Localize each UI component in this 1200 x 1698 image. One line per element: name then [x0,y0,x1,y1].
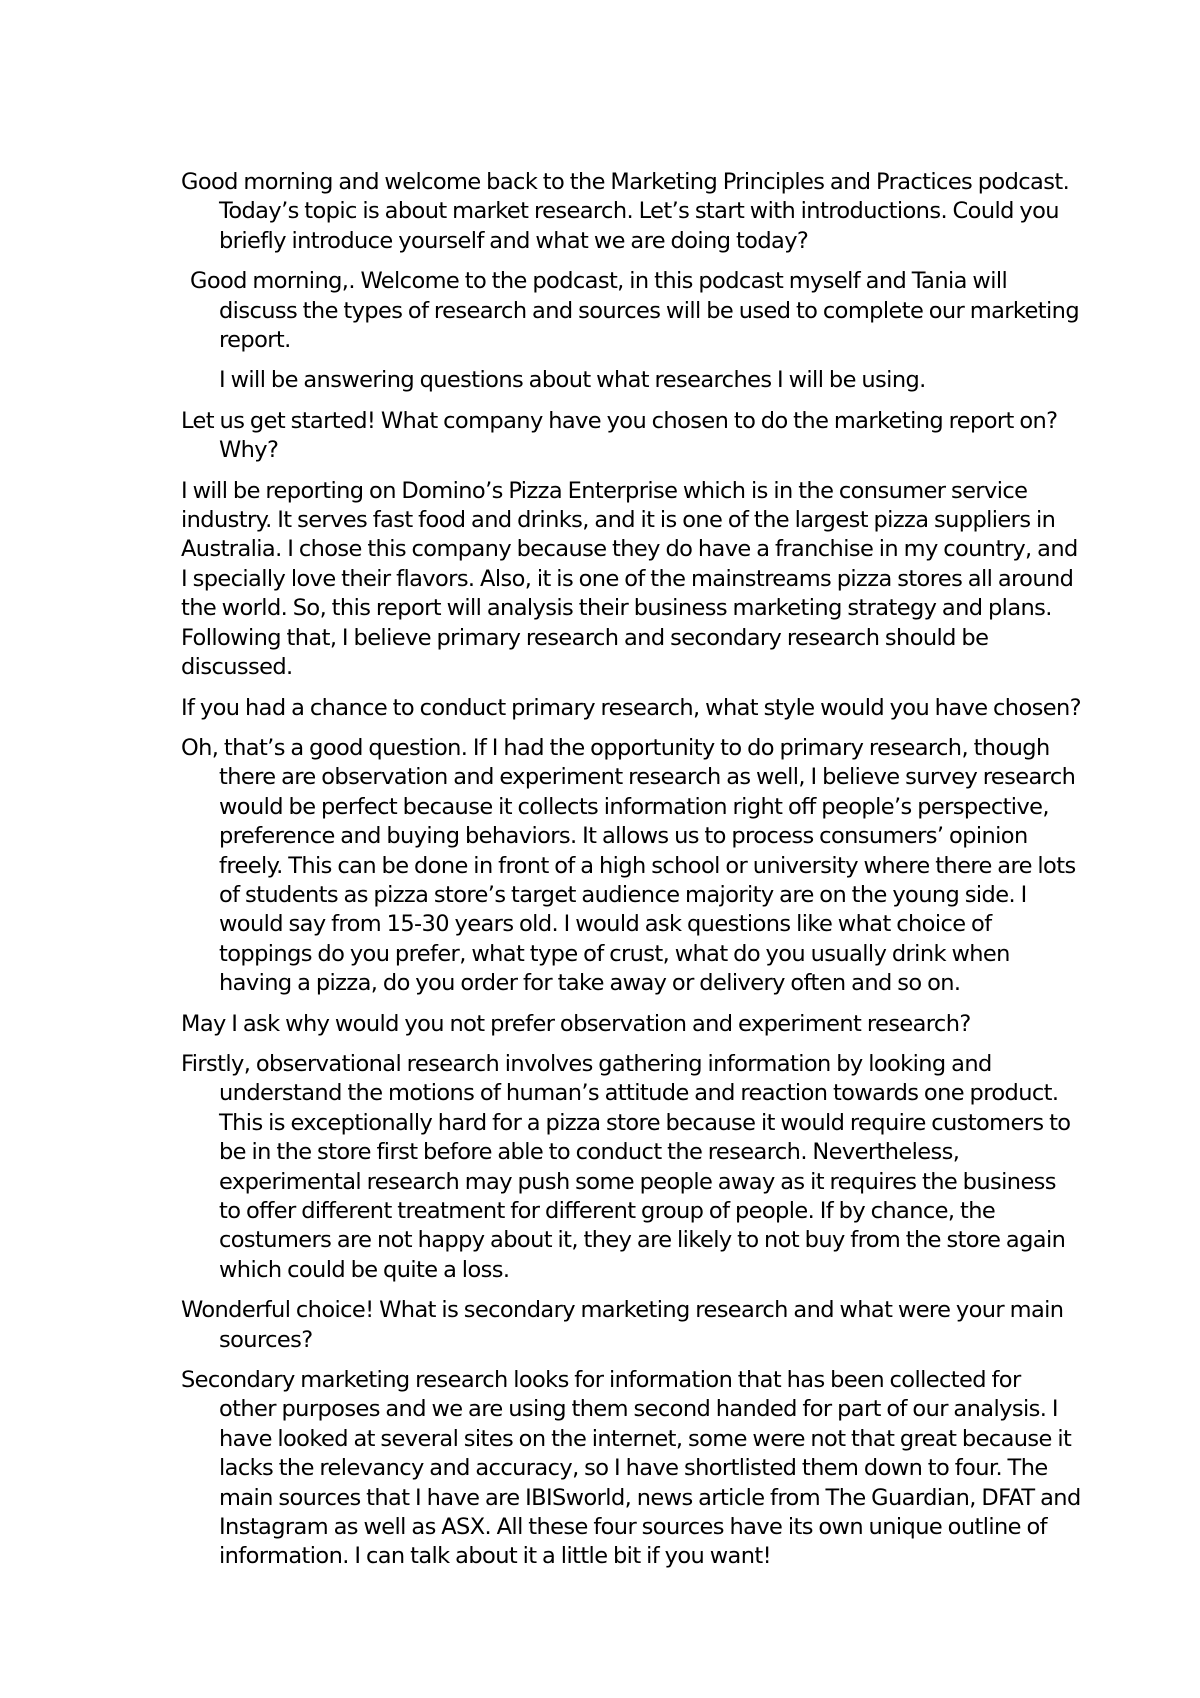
question-intro: Good morning and welcome back to the Marketing Principles and Practices podcast. Today’s topic is about market research. Let’s start with introductions. Could you briefly introduce yourself and what we are doing today? [181,169,1070,254]
question-secondary-research: Wonderful choice! What is secondary marketing research and what were your main sources? [181,1297,1064,1353]
question-primary-research: If you had a chance to conduct primary research, what style would you have chosen? [181,694,1082,721]
transcript-page [181,168,1081,1583]
answer-intro: Good morning,. Welcome to the podcast, in this podcast myself and Tania will discuss the types of research and sources will be used to complete our marketing report. [190,268,1080,354]
answer-intro-continued: I will be answering questions about what researches I will be using. [219,367,926,394]
question-company: Let us get started! What company have you chosen to do the marketing report on? Why? [181,407,1058,464]
answer-company: I will be reporting on Domino’s Pizza Enterprise which is in the consumer service industry. It serves fast food and drinks, and it is one of the largest pizza suppliers in Australia. I chose this company because they do have a franchise in my country, and I specially love their flavors. Also, it is one of the mainstreams pizza stores all around the world. So, this report will analysis their business marketing strategy and plans. Following that, I believe primary research and secondary research should be discussed. [181,477,1078,681]
answer-observation-experiment: Firstly, observational research involves gathering information by looking and understand the motions of human’s attitude and reaction towards one product. This is exceptionally hard for a pizza store because it would require customers to be in the store first before able to conduct the research. Nevertheless, experimental research may push some people away as it requires the business to offer different treatment for different group of people. If by chance, the costumers are not happy about it, they are likely to not buy from the store again which could be quite a loss. [181,1050,1071,1283]
question-observation-experiment: May I ask why would you not prefer observation and experiment research? [181,1010,971,1037]
answer-primary-research: Oh, that’s a good question. If I had the opportunity to do primary research, though there are observation and experiment research as well, I believe survey research would be perfect because it collects information right off people’s perspective, preference and buying behaviors. It allows us to process consumers’ opinion freely. This can be done in front of a high school or university where there are lots of students as pizza store’s target audience majority are on the young side. I would say from 15-30 years old. I would ask questions like what choice of toppings do you prefer, what type of crust, what do you usually drink when having a pizza, do you order for take away or delivery often and so on. [181,734,1076,997]
answer-secondary-research: Secondary marketing research looks for information that has been collected for other purposes and we are using them second handed for part of our analysis. I have looked at several sites on the internet, some were not that great because it lacks the relevancy and accuracy, so I have shortlisted them down to four. The main sources that I have are IBISworld, news article from The Guardian, DFAT and Instagram as well as ASX. All these four sources have its own unique outline of information. I can talk about it a little bit if you want! [181,1367,1081,1570]
